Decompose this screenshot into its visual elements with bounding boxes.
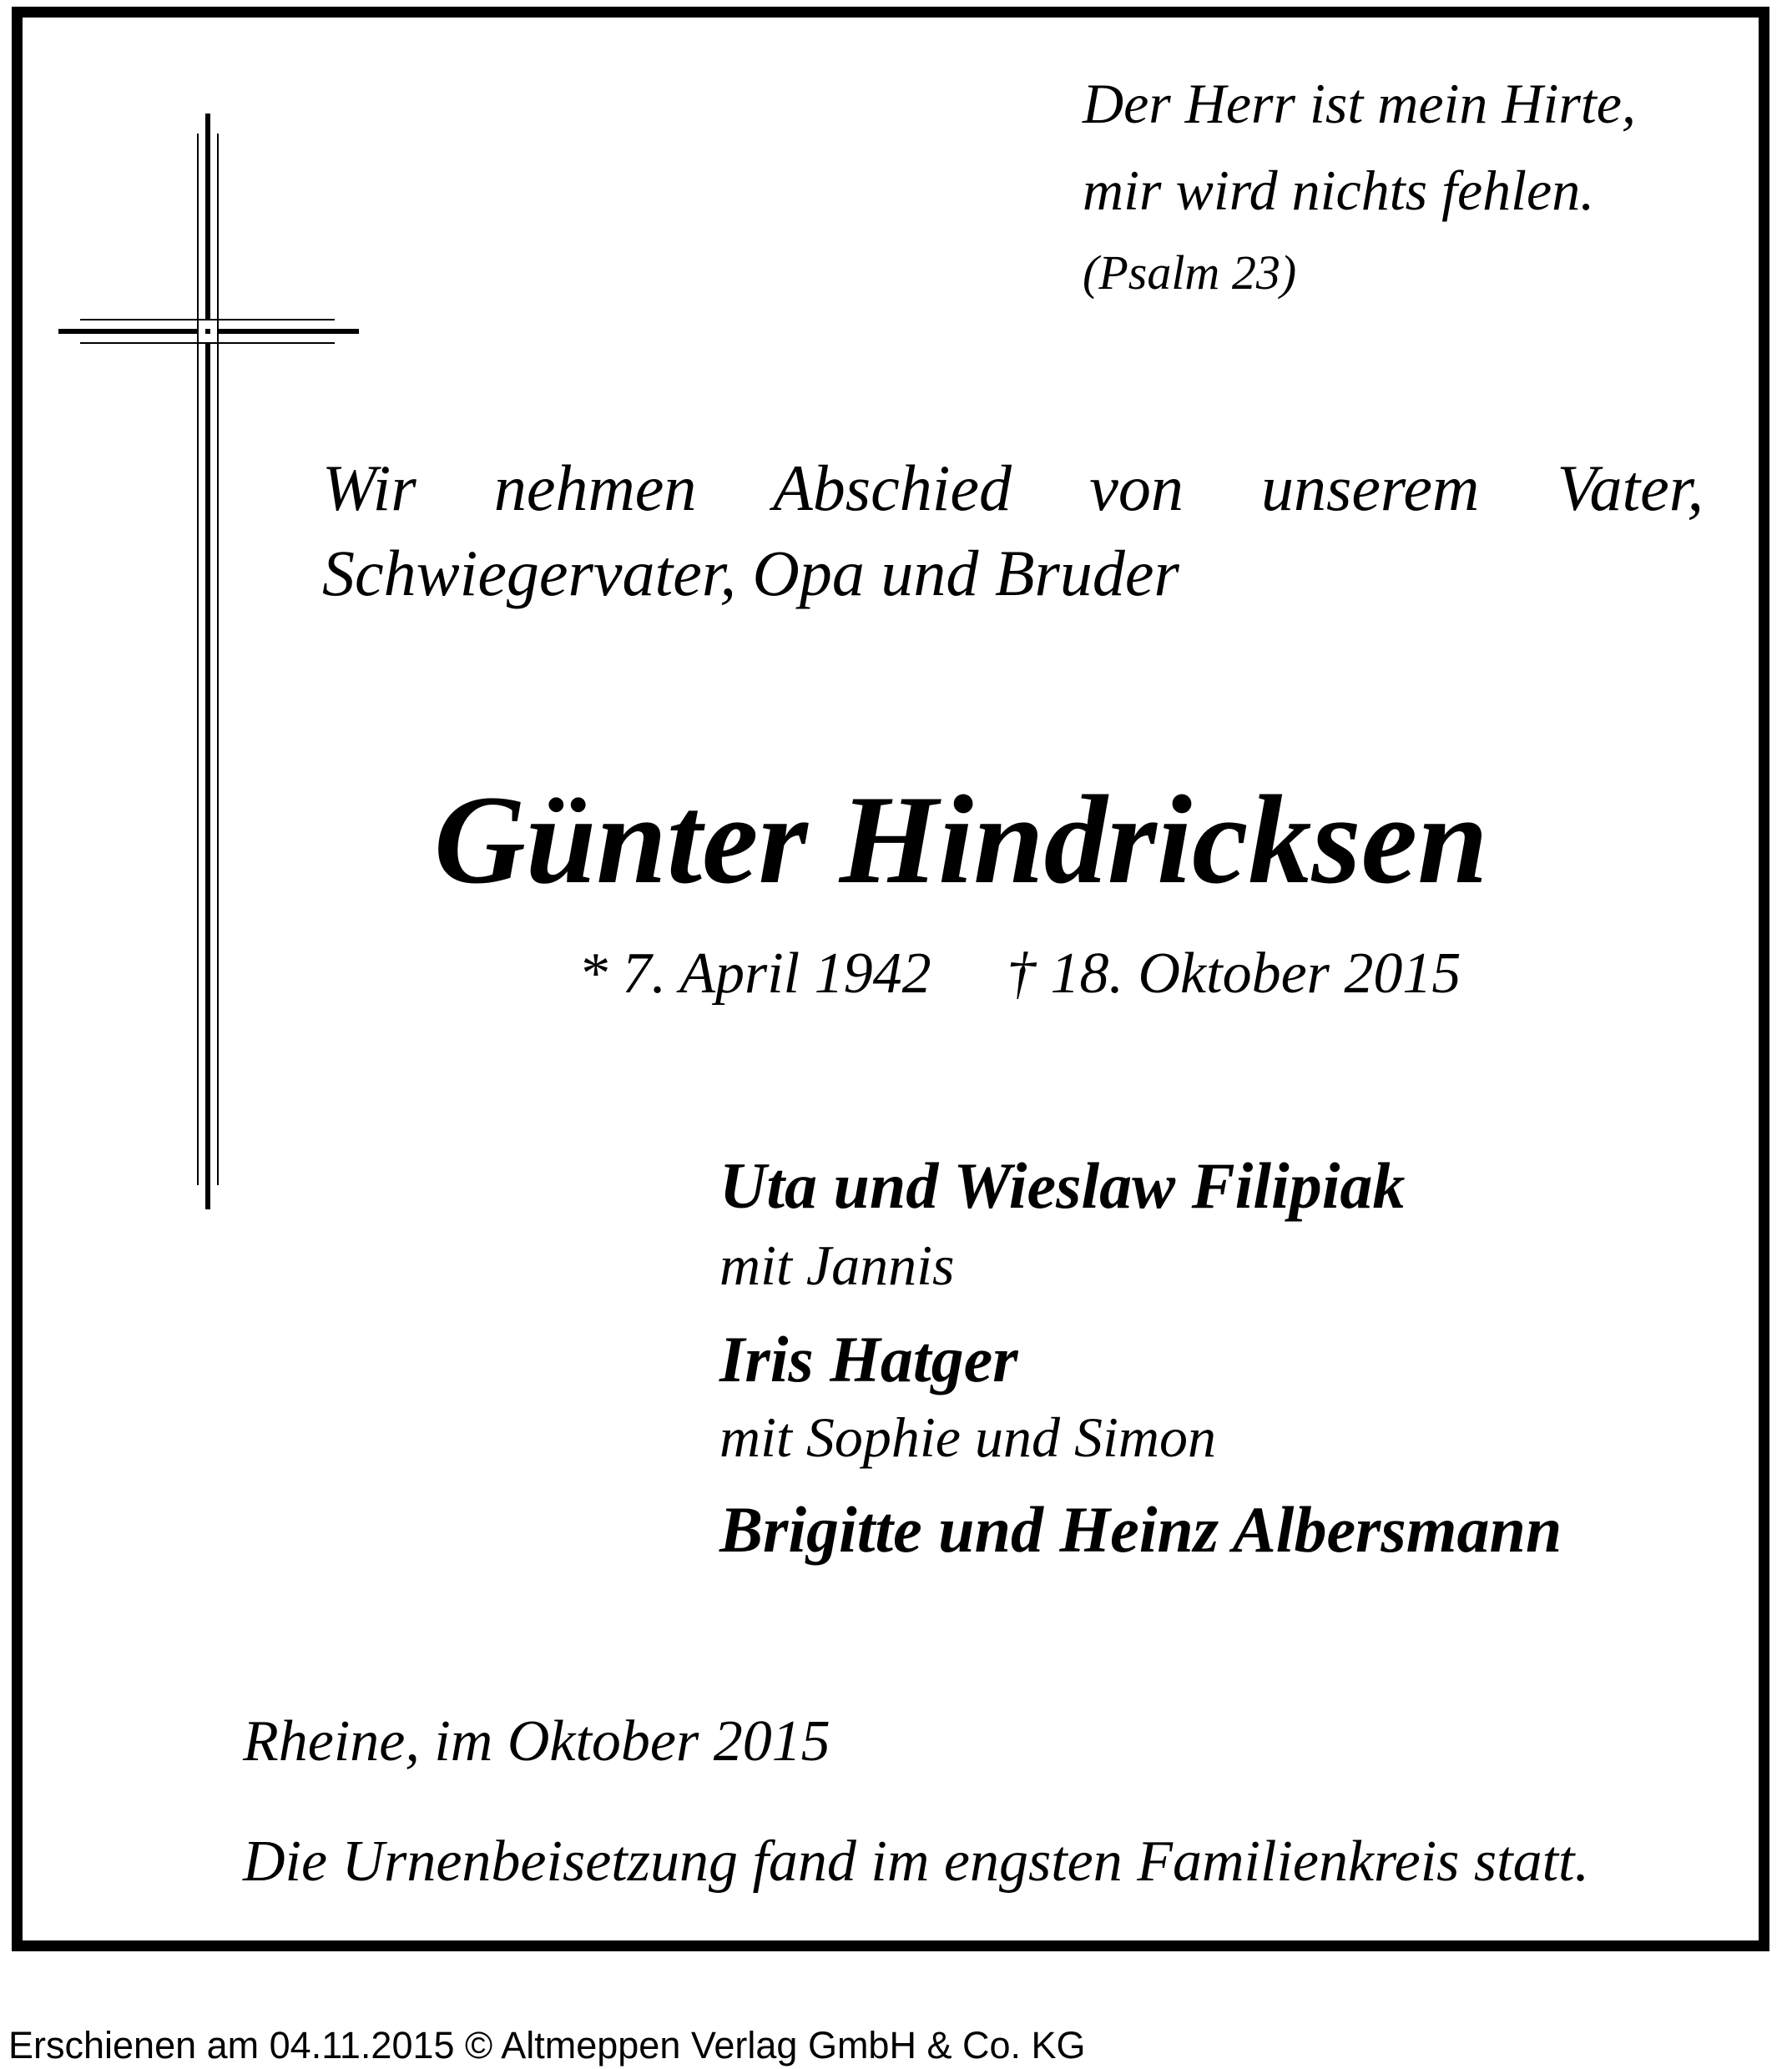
deceased-name: Günter Hindricksen xyxy=(434,770,1488,910)
mourner-names-1: Uta und Wieslaw Filipiak xyxy=(719,1149,1406,1222)
publication-footer: Erschienen am 04.11.2015 © Altmeppen Verlag GmbH & Co. KG xyxy=(8,2024,1086,2066)
death-date: † 18. Oktober 2015 xyxy=(1007,941,1461,1006)
intro-line-1: Wir nehmen Abschied von unserem Vater, xyxy=(322,452,1704,524)
psalm-line-2: mir wird nichts fehlen. xyxy=(1083,159,1595,222)
psalm-reference: (Psalm 23) xyxy=(1083,245,1297,300)
mourner-names-2: Iris Hatger xyxy=(719,1323,1018,1395)
intro-line-2: Schwiegervater, Opa und Bruder xyxy=(322,537,1179,609)
mourner-with-2: mit Sophie und Simon xyxy=(719,1405,1216,1469)
mourner-names-3: Brigitte und Heinz Albersmann xyxy=(719,1493,1562,1566)
birth-date: * 7. April 1942 xyxy=(578,941,931,1006)
burial-note: Die Urnenbeisetzung fand im engsten Familienkreis statt. xyxy=(243,1829,1590,1894)
place-date: Rheine, im Oktober 2015 xyxy=(243,1709,830,1774)
mourner-with-1: mit Jannis xyxy=(719,1234,955,1297)
psalm-line-1: Der Herr ist mein Hirte, xyxy=(1083,72,1636,135)
